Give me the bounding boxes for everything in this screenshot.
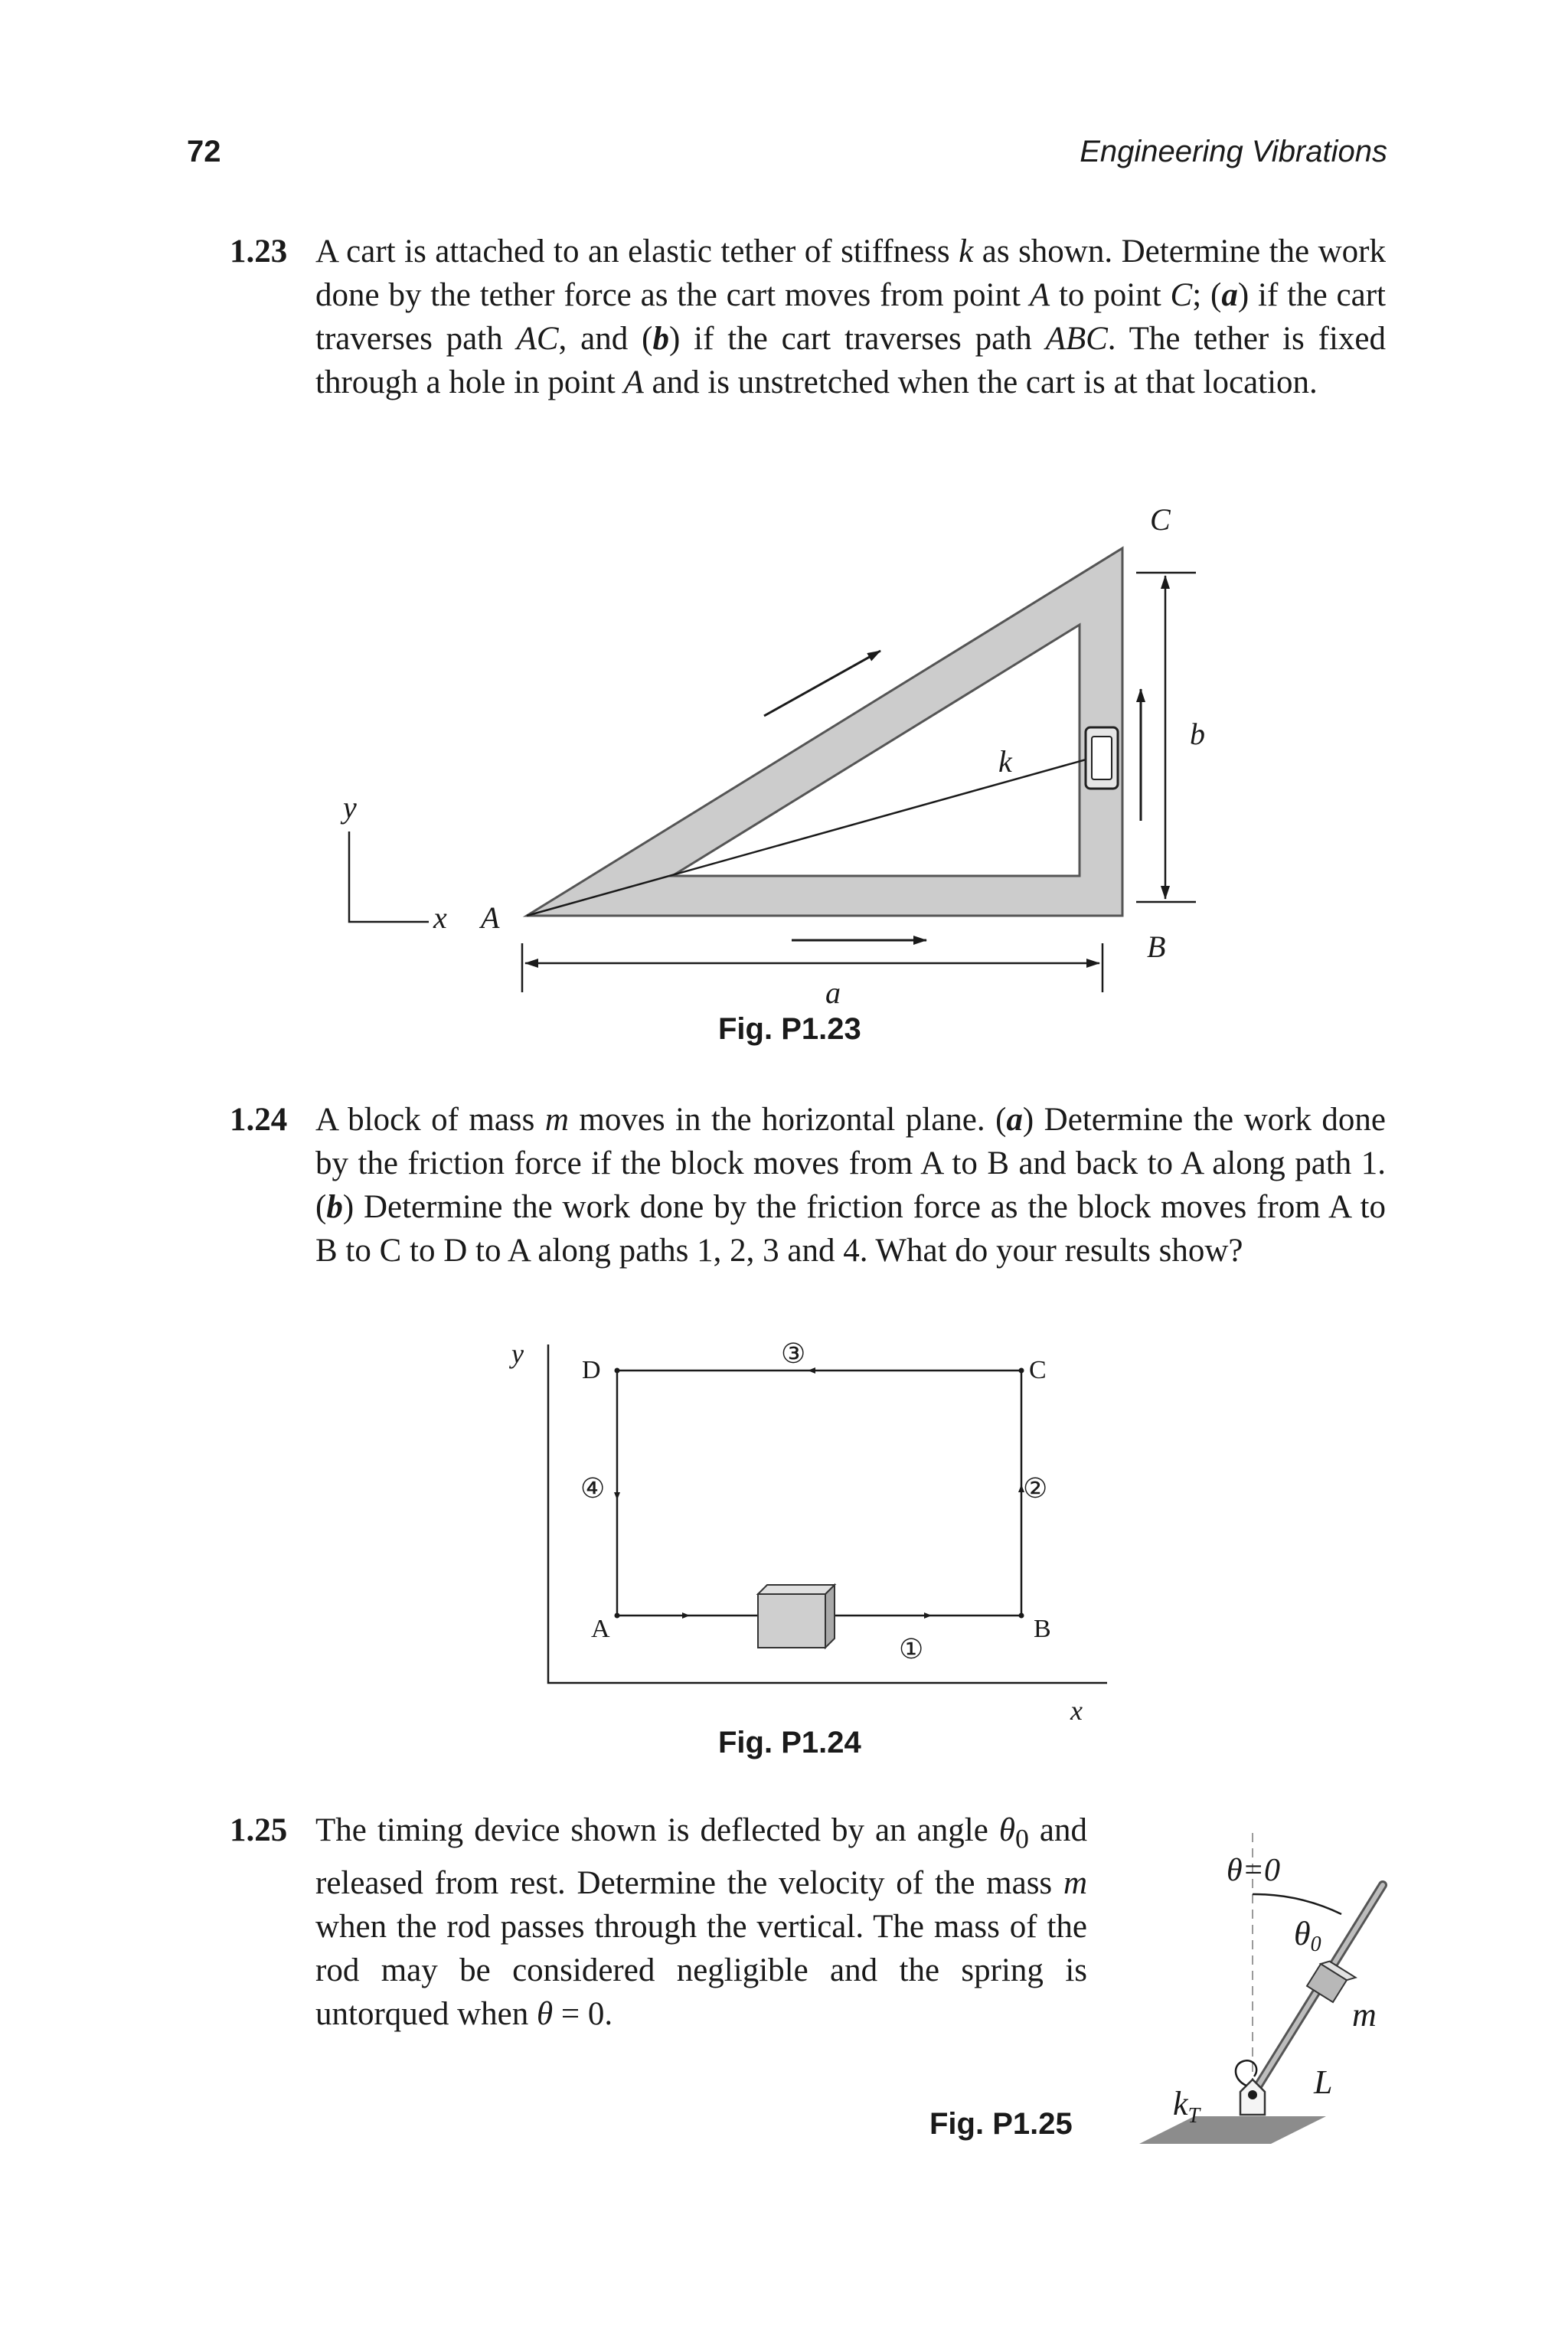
axes-icon bbox=[349, 831, 429, 922]
label-a-point: A bbox=[481, 900, 500, 935]
label-c: C bbox=[1029, 1356, 1047, 1384]
text-segment: ) if the cart traverses path bbox=[315, 277, 1386, 357]
path-2-label: ② bbox=[1023, 1473, 1048, 1504]
text-segment: ) if the cart traverses path bbox=[668, 321, 1046, 357]
figure-p1-23 bbox=[340, 502, 1205, 1010]
label-b: B bbox=[1034, 1615, 1051, 1643]
label-x: x bbox=[1070, 1695, 1083, 1726]
text-segment: to point bbox=[1050, 277, 1171, 313]
dimension-b bbox=[1136, 573, 1196, 902]
label-c: C bbox=[1150, 502, 1171, 537]
path-1-label: ① bbox=[899, 1634, 924, 1665]
text-segment: ; ( bbox=[1192, 277, 1222, 313]
text-segment: a bbox=[1006, 1102, 1023, 1138]
text-segment: A bbox=[623, 364, 644, 400]
path-ac-arrow bbox=[764, 651, 880, 716]
text-segment: as shown. Determine the work done by the tether force as the cart moves from point bbox=[315, 234, 1386, 313]
rectangular-path bbox=[617, 1371, 1021, 1616]
label-y: y bbox=[343, 790, 357, 825]
text-segment: ABC bbox=[1045, 321, 1108, 357]
dimension-a bbox=[522, 943, 1102, 992]
text-segment: b bbox=[652, 321, 669, 357]
text-segment: m bbox=[544, 1102, 569, 1138]
label-a: A bbox=[591, 1615, 610, 1643]
problem-number: 1.25 bbox=[230, 1812, 288, 1848]
text-segment: and released from rest. Determine the velocity of the mass bbox=[315, 1812, 1087, 1901]
running-title: Engineering Vibrations bbox=[1080, 135, 1387, 168]
point-c-dot bbox=[1019, 1368, 1024, 1374]
figure-caption: Fig. P1.24 bbox=[718, 1726, 861, 1759]
label-b: b bbox=[1190, 717, 1205, 751]
label-theta-zero: θ=0 bbox=[1227, 1853, 1280, 1888]
text-segment: C bbox=[1170, 277, 1193, 313]
text-segment: when the rod passes through the vertical. The mass of the rod may be considered negligible and the spring is untorqued when bbox=[315, 1908, 1087, 2032]
text-segment: θ bbox=[998, 1812, 1015, 1848]
label-m: m bbox=[1352, 1996, 1377, 2034]
angle-arc bbox=[1253, 1894, 1341, 1914]
label-x: x bbox=[433, 900, 447, 935]
text-segment: and is unstretched when the cart is at that location. bbox=[643, 364, 1318, 400]
text-segment: a bbox=[1221, 277, 1238, 313]
point-b-dot bbox=[1019, 1613, 1024, 1619]
figure-caption: Fig. P1.25 bbox=[929, 2107, 1073, 2141]
label-b-point: B bbox=[1147, 929, 1166, 964]
figure-p1-25 bbox=[1139, 1833, 1383, 2144]
page-number: 72 bbox=[187, 135, 221, 168]
label-theta0: θ0 bbox=[1294, 1915, 1321, 1956]
path-4-label: ④ bbox=[580, 1473, 606, 1504]
text-segment: m bbox=[1063, 1864, 1087, 1901]
path-3-label: ③ bbox=[781, 1338, 806, 1369]
problem-number: 1.23 bbox=[230, 234, 288, 270]
label-y: y bbox=[511, 1338, 524, 1369]
block bbox=[758, 1585, 835, 1648]
text-segment: . The tether is fixed through a hole in point bbox=[315, 321, 1387, 400]
text-segment: θ bbox=[537, 1995, 554, 2032]
cart bbox=[1086, 727, 1118, 789]
text-segment: A block of mass bbox=[315, 1102, 545, 1138]
text-segment: A bbox=[1029, 277, 1050, 313]
label-l: L bbox=[1314, 2063, 1333, 2101]
text-segment: moves in the horizontal plane. ( bbox=[568, 1102, 1007, 1138]
text-segment: b bbox=[326, 1189, 343, 1225]
text-segment: The timing device shown is deflected by an angle bbox=[315, 1812, 999, 1848]
text-segment: A cart is attached to an elastic tether of stiffness bbox=[315, 234, 959, 270]
label-kt: $k_T$ bbox=[1173, 2085, 1200, 2128]
figure-caption: Fig. P1.23 bbox=[718, 1012, 861, 1046]
text-segment: = 0. bbox=[553, 1995, 613, 2032]
ground-plate bbox=[1139, 2116, 1326, 2144]
text-segment: ) Determine the work done by the friction force as the block moves from A to B to C to D to A along paths 1, 2, 3 and 4. What do your results show? bbox=[315, 1189, 1386, 1269]
text-segment: AC bbox=[516, 321, 559, 357]
text-segment: ) Determine the work done by the friction force if the block moves from A to B and back to A along path 1. ( bbox=[315, 1102, 1386, 1225]
label-a-dimension: a bbox=[825, 975, 841, 1010]
triangular-track bbox=[527, 548, 1122, 916]
text-segment: , and ( bbox=[558, 321, 653, 357]
figure-p1-24 bbox=[509, 1338, 1107, 1726]
label-k: k bbox=[998, 744, 1012, 779]
problem-number: 1.24 bbox=[230, 1102, 288, 1138]
text-segment: k bbox=[959, 234, 974, 270]
text-segment: 0 bbox=[1014, 1823, 1029, 1854]
point-d-dot bbox=[615, 1368, 620, 1374]
label-d: D bbox=[582, 1356, 601, 1384]
point-a-dot bbox=[615, 1613, 620, 1619]
